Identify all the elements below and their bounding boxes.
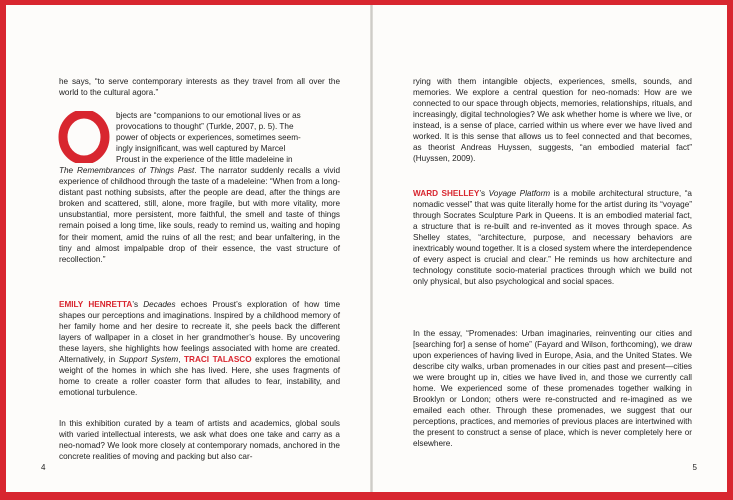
dropcap-paragraph: bjects are “companions to our emotional lives or as provocations to thought” (Turkle, 2007, p. 5). The power of objects or experiences, sometimes seem- ingly insignificant, was well captured by Marcel Proust in the experience of the little madeleine in The Remembrances of Things Past. The narrator suddenly recalls a vivid experience of childhood through the taste of a madeleine: “When from a long-distant past nothing subsists, after the people are dead, after the things are broken and scattered, still, alone, more fragile, but with more vitality, more unsubstantial, more persistent, more faithful, the smell and taste of things remain poised a long time, like souls, ready to remind us, waiting and hoping for their moment, amid the ruins of all the rest; and bear unfaltering, in the tiny and almost impalpable drop of their essence, the vast structure of recollection.” — [59, 111, 341, 264]
artwork-title-voyage-platform: Voyage Platform — [488, 189, 551, 198]
right-page — [373, 5, 727, 492]
left-page — [6, 5, 370, 492]
artwork-title-support-system: Support System — [118, 355, 179, 365]
exhibition-paragraph: In this exhibition curated by a team of artists and academics, global souls with varied intellectual interests, we ask what does one take and carry as a neo-nomad? We look more closely at contemporary nomads, anchored in the concrete realities of moving and packing but also car- — [59, 419, 340, 462]
page-number-right: 5 — [692, 463, 697, 472]
book-title: The Remembrances of Things Past — [59, 166, 195, 176]
svg-text:O: O — [58, 111, 59, 112]
continuation-paragraph: he says, “to serve contemporary interests as they travel from all over the world to the cultural agora.” — [59, 77, 340, 98]
henretta-paragraph: EMILY HENRETTA’s Decades echoes Proust’s exploration of how time shapes our perceptions and imaginations. Inspired by a childhood memory of her family home and her desire to recreate it, she peels back the different layers of wallpaper in a closet in her grandmother’s house. By uncovering these layers, she highlights how feelings associated with home are created. Alternatively, in Support System, TRACI TALASCO explores the emotional weight of the homes in which she has lived. Here, she uses fragments of home to create a roller coaster form that alludes to fear, instability, and emotional turbulence. — [59, 300, 340, 398]
artist-name-talasco: TRACI TALASCO — [184, 355, 252, 365]
page-number-left: 4 — [41, 463, 46, 472]
neo-nomads-paragraph: rying with them intangible objects, experiences, smells, sounds, and memories. We explore a central question for neo-nomads: How are we connected to our space through objects, memories, relationships, rituals, and increasingly, digital technologies? We ask whether home is where we live, or instead, is a sense of place, carried within us where ever we have lived and worked. It is this sense that allows us to feel connected and that becomes, as theorist Andreas Huyssen, suggests, “an embodied material fact” (Huyssen, 2009). — [413, 77, 692, 164]
artist-name-henretta: EMILY HENRETTA — [59, 300, 133, 309]
artwork-title-decades: Decades — [143, 300, 176, 309]
shelley-paragraph: WARD SHELLEY’s Voyage Platform is a mobile architectural structure, “a nomadic vessel” that was quite literally home for the artist during its “voyage” through Socrates Sculpture Park in Queens. It is an embodied material fact, a structure that is re-built and re-invented as it moves through space. As Shelley states, “architecture, purpose, and necessary behaviors are inextricably wound together. It is a closed system where the interdependence of every aspect is crucial and clear.” He reminds us how architecture and technology constitute socio-material practices through which we build not only physical, but also psychological and social spaces. — [413, 189, 692, 287]
book-spread — [6, 5, 727, 492]
promenades-paragraph: In the essay, “Promenades: Urban imaginaries, reinventing our cities and [searching for] a sense of home” (Fayard and Wilson, forthcoming), we draw upon experiences of having lived in Europe, Asia, and the United States. We describe city walks, urban promenades in our cities past and present—cities we were brought up in, cities we have lived in, and those we currently call home. We experienced some of these promenades together walking in Brooklyn or London; others were re-constructed and re-imagined as we emailed each other. Through these promenades, we suggest that our perceptions, practices, and memories of previous places are intertwined with the present to construct a sense of place, which is never completely here or elsewhere. — [413, 329, 692, 449]
artist-name-shelley: WARD SHELLEY — [413, 189, 480, 198]
